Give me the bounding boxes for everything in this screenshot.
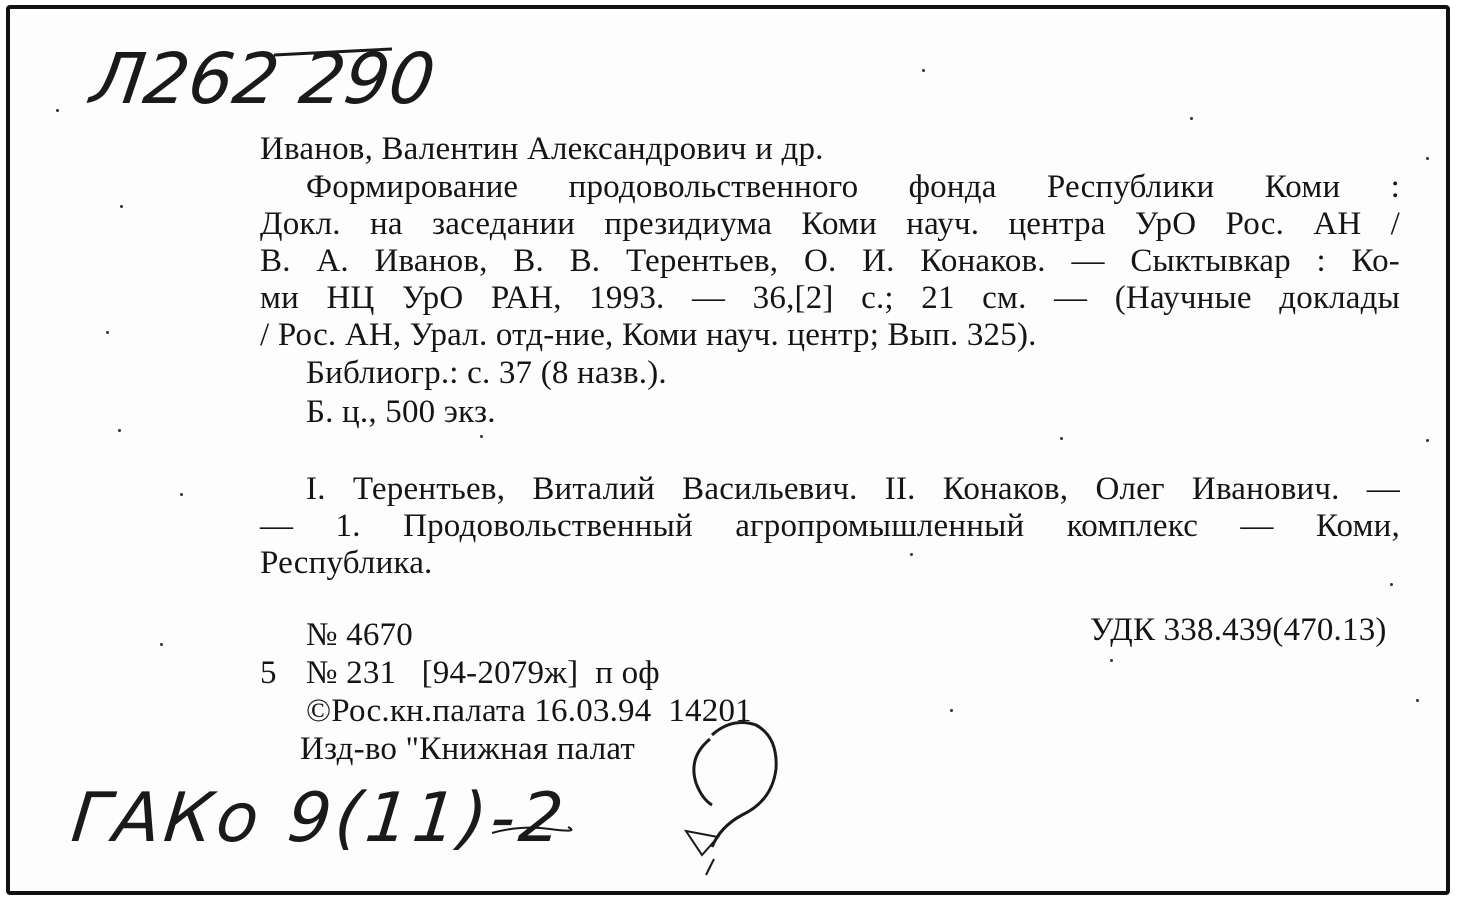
card-number: № 4670 (306, 617, 413, 653)
scribble-mark (672, 709, 792, 879)
title-line-4: ми НЦ УрО РАН, 1993. — 36,[2] с.; 21 см. — (Научные доклады (260, 280, 1400, 316)
author-heading: Иванов, Валентин Александрович и др. (260, 131, 824, 167)
order-line: № 231 [94-2079ж] п оф (306, 655, 660, 691)
price-copies-note: Б. ц., 500 экз. (306, 394, 496, 430)
tracing-line-3: Республика. (260, 545, 433, 581)
handwritten-archive-code: ГАКо 9(11)-2 (67, 779, 571, 858)
scan-speck (1190, 117, 1193, 120)
title-line-2: Докл. на заседании президиума Коми науч. центра УрО Рос. АН / (260, 206, 1400, 242)
copyright-line: ©Рос.кн.палата 16.03.94 14201 (306, 693, 752, 729)
title-line-1: Формирование продовольственного фонда Республики Коми : (306, 169, 1400, 205)
order-prefix: 5 (260, 655, 277, 691)
bibliography-note: Библиогр.: с. 37 (8 назв.). (306, 355, 667, 391)
scan-speck (1426, 439, 1429, 442)
scan-speck (1426, 157, 1429, 160)
scan-speck (120, 205, 123, 208)
scan-speck (1416, 699, 1419, 702)
scan-speck (180, 493, 183, 496)
overline-mark (272, 47, 402, 59)
tracing-line-2: — 1. Продовольственный агропромышленный комплекс — Коми, (260, 508, 1400, 544)
scan-speck (1110, 659, 1113, 662)
publisher-line: Изд-во "Книжная палат (300, 731, 635, 767)
scan-speck (1390, 583, 1393, 586)
scan-speck (922, 69, 925, 72)
scan-speck (480, 435, 483, 438)
handwritten-shelfmark: Л262 290 (86, 38, 440, 120)
scan-speck (1060, 437, 1063, 440)
scan-speck (910, 553, 913, 556)
tracing-line-1: I. Терентьев, Виталий Васильевич. II. Конаков, Олег Иванович. — (306, 471, 1400, 507)
scan-speck (106, 331, 109, 334)
scan-speck (118, 429, 121, 432)
title-line-5: / Рос. АН, Урал. отд-ние, Коми науч. центр; Вып. 325). (260, 317, 1037, 353)
scan-speck (950, 709, 953, 712)
title-line-3: В. А. Иванов, В. В. Терентьев, О. И. Конаков. — Сыктывкар : Ко- (260, 243, 1400, 279)
catalog-card (6, 5, 1450, 895)
udk-code: УДК 338.439(470.13) (1090, 612, 1387, 648)
scan-speck (56, 109, 59, 112)
scan-speck (160, 643, 163, 646)
handwritten-dash-stroke (490, 819, 570, 839)
